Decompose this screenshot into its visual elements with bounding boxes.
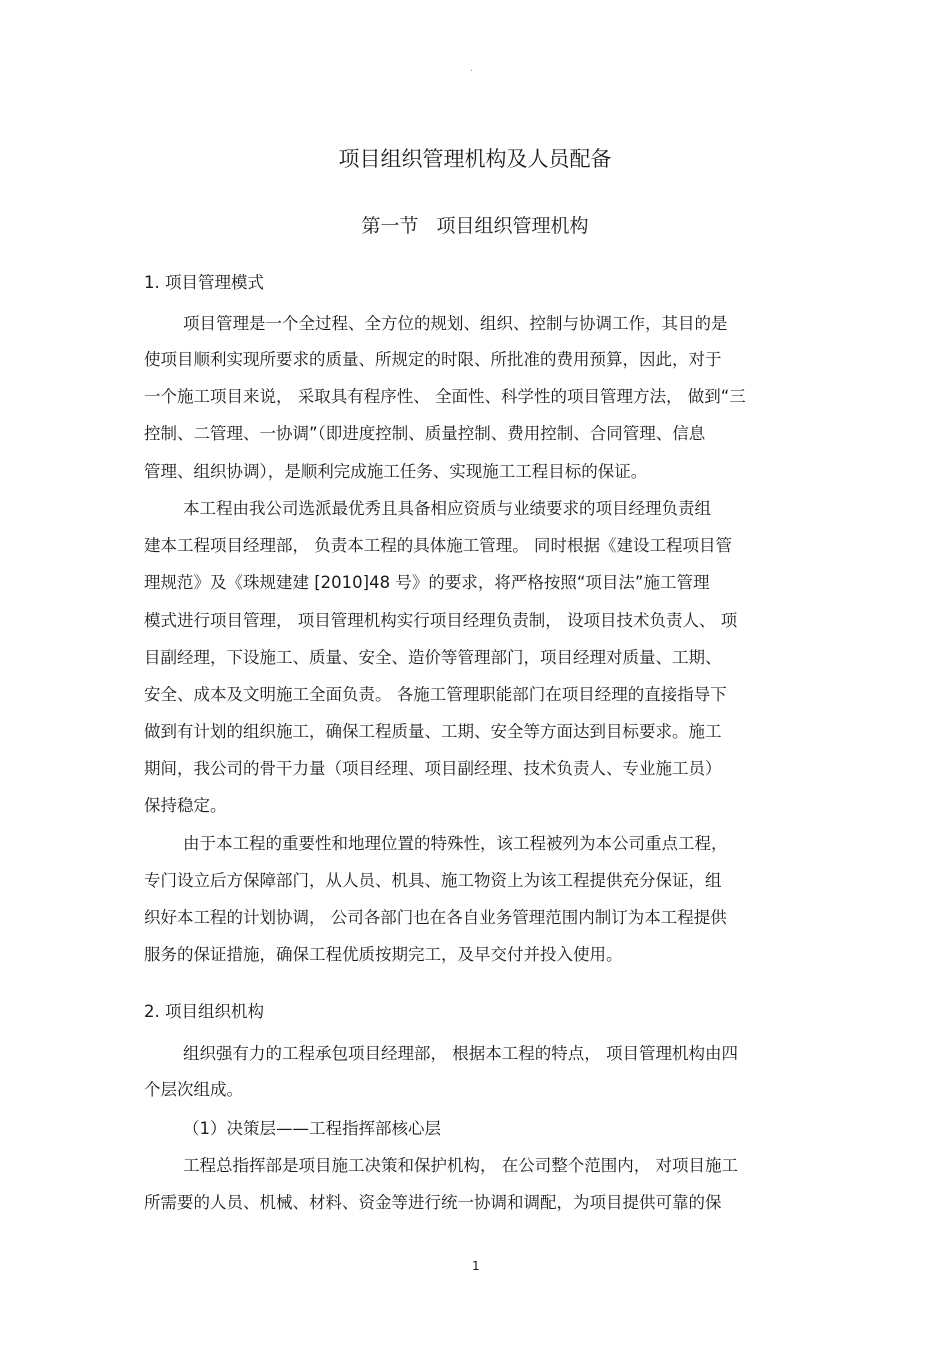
paragraph-line: 期间，我公司的骨干力量（项目经理、项目副经理、技术负责人、专业施工员） [144, 759, 722, 778]
paragraph-line: 做到有计划的组织施工，确保工程质量、工期、安全等方面达到目标要求。施工 [144, 722, 722, 741]
sub-heading: （1）决策层——工程指挥部核心层 [183, 1119, 441, 1138]
paragraph-line: 安全、成本及文明施工全面负责。 各施工管理职能部门在项目经理的直接指导下 [144, 685, 727, 704]
paragraph-line: 一个施工项目来说， 采取具有程序性、 全面性、科学性的项目管理方法， 做到“三 [144, 387, 746, 406]
paragraph-line: 项目管理是一个全过程、全方位的规划、组织、控制与协调工作，其目的是 [183, 314, 728, 333]
page-title: 项目组织管理机构及人员配备 [338, 147, 612, 171]
paragraph-line: 建本工程项目经理部， 负责本工程的具体施工管理。 同时根据《建设工程项目管 [144, 536, 732, 555]
paragraph-line: 本工程由我公司选派最优秀且具备相应资质与业绩要求的项目经理负责组 [183, 499, 711, 518]
paragraph-line: 保持稳定。 [144, 796, 227, 815]
paragraph-line: 专门设立后方保障部门，从人员、机具、施工物资上为该工程提供充分保证，组 [144, 871, 722, 890]
paragraph-line: 服务的保证措施，确保工程优质按期完工，及早交付并投入使用。 [144, 945, 623, 964]
paragraph-line: 目副经理，下设施工、质量、安全、造价等管理部门，项目经理对质量、工期、 [144, 648, 722, 667]
page-number: 1 [472, 1259, 480, 1273]
section-title: 第一节 项目组织管理机构 [361, 215, 589, 237]
paragraph-line: 工程总指挥部是项目施工决策和保护机构， 在公司整个范围内， 对项目施工 [183, 1156, 738, 1175]
paragraph-line: 由于本工程的重要性和地理位置的特殊性，该工程被列为本公司重点工程， [183, 834, 728, 853]
paragraph-line: 使项目顺利实现所要求的质量、所规定的时限、所批准的费用预算，因此，对于 [144, 350, 722, 369]
paragraph-line: 组织强有力的工程承包项目经理部， 根据本工程的特点， 项目管理机构由四 [183, 1044, 738, 1063]
paragraph-line: 织好本工程的计划协调， 公司各部门也在各自业务管理范围内制订为本工程提供 [144, 908, 727, 927]
heading-2: 2. 项目组织机构 [144, 1002, 264, 1021]
top-mark: · [470, 66, 474, 77]
paragraph-line: 模式进行项目管理， 项目管理机构实行项目经理负责制， 设项目技术负责人、 项 [144, 611, 738, 630]
paragraph-line: 个层次组成。 [144, 1080, 243, 1099]
paragraph-line: 所需要的人员、机械、材料、资金等进行统一协调和调配，为项目提供可靠的保 [144, 1193, 722, 1212]
heading-1: 1. 项目管理模式 [144, 273, 264, 292]
paragraph-line: 控制、二管理、一协调”（即进度控制、质量控制、费用控制、合同管理、信息 [144, 424, 706, 443]
paragraph-line: 管理、组织协调），是顺利完成施工任务、实现施工工程目标的保证。 [144, 462, 648, 481]
paragraph-line: 理规范》及《珠规建建 [2010]48 号》的要求，将严格按照“项目法”施工管理 [144, 573, 710, 592]
